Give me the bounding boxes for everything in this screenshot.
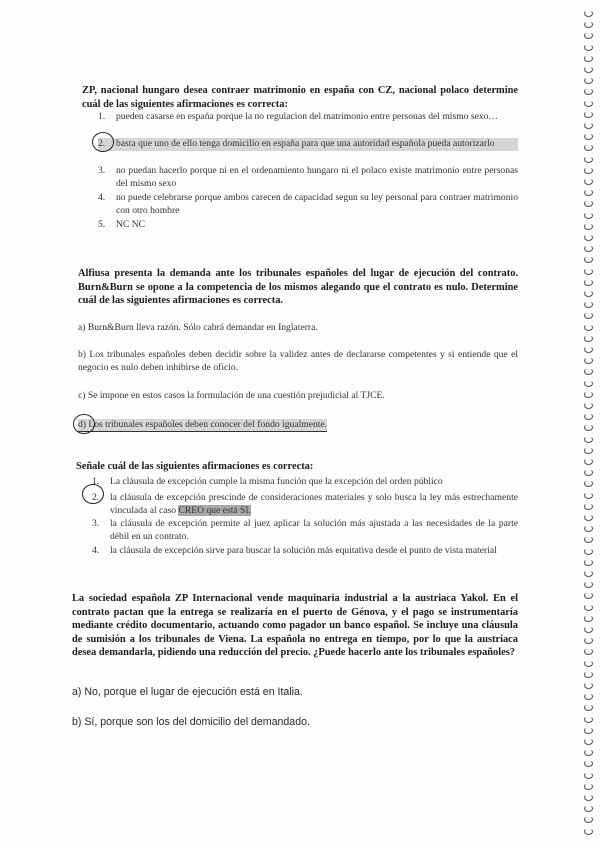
q1-option-text: no puedan hacerlo porque ni en el ordenamiento hungaro ni el polaco existe matrimonio entre personas del mismo sexo	[116, 165, 518, 189]
binding-ring	[584, 32, 593, 39]
binding-ring	[584, 189, 593, 196]
binding-ring	[584, 447, 593, 454]
binding-ring	[584, 559, 593, 566]
binding-ring	[584, 223, 593, 230]
binding-ring	[584, 200, 593, 207]
binding-ring	[584, 581, 593, 588]
binding-ring	[584, 256, 593, 263]
binding-ring	[584, 648, 593, 655]
answer-circle-mark	[82, 484, 104, 504]
q2-option-c: c) Se impone en estos casos la formulación de una cuestión prejudicial al TJCE.	[78, 390, 385, 401]
q1-option-text: no puede celebrarse porque ambos carecen de capacidad segun su ley personal para contraer matrimonio con otro hombre	[116, 192, 518, 216]
binding-ring	[584, 245, 593, 252]
q3-option-number: 3.	[92, 518, 100, 529]
q3-option-text: la cláusula de excepción sirve para buscar la solución más equitativa desde el punto de vista material	[110, 545, 497, 556]
q2-option-b: b) Los tribunales españoles deben decidir sobre la validez antes de declararse competentes y si entiende que el negocio es nulo deben inhibirse de oficio.	[78, 349, 518, 373]
q3-option-1	[92, 476, 518, 489]
q1-option-text: basta que uno de ello tenga domicilio en españa para que una autoridad española pueda autorizarlo	[98, 138, 518, 151]
binding-ring	[584, 88, 593, 95]
binding-ring	[584, 156, 593, 163]
binding-ring	[584, 178, 593, 185]
question-2: Alfiusa presenta la demanda ante los tribunales españoles del lugar de ejecución del contrato. Burn&Burn se opone a la competencia de los mismos alegando que el contrato es nulo. Determine cuál de las siguientes afirmaciones es correcta.	[78, 268, 518, 307]
binding-ring	[584, 301, 593, 308]
binding-ring	[584, 55, 593, 62]
binding-ring	[584, 637, 593, 644]
q4-option-a: a) No, porque el lugar de ejecución está en Italia.	[72, 686, 303, 698]
binding-ring	[584, 44, 593, 51]
binding-ring	[584, 693, 593, 700]
binding-ring	[584, 402, 593, 409]
binding-ring	[584, 77, 593, 84]
binding-ring	[584, 570, 593, 577]
binding-ring	[584, 167, 593, 174]
binding-ring	[584, 133, 593, 140]
binding-ring	[584, 592, 593, 599]
q3-option-number: 1.	[92, 476, 100, 487]
handwritten-note: CREO que está SI.	[178, 504, 251, 516]
binding-ring	[584, 413, 593, 420]
question-4: La sociedad española ZP Internacional vende maquinaria industrial a la austriaca Yakol. En el contrato pactan que la entrega se realizaría en el puerto de Génova, y el pago se instrumentaría mediante crédito documentario, actuando como pagador un banco español. Se incluye una cláusula de sumisión a los tribunales de Viena. La española no entrega en tiempo, por lo que la austriaca desea demandarla, pidiendo una reducción del precio. ¿Puede hacerlo ante los tribunales españoles?	[72, 593, 518, 659]
binding-ring	[584, 671, 593, 678]
q3-option-2	[92, 492, 518, 517]
q1-option-2	[98, 138, 518, 151]
binding-ring	[584, 794, 593, 801]
binding-ring	[584, 458, 593, 465]
binding-ring	[584, 21, 593, 28]
binding-ring	[584, 290, 593, 297]
binding-ring	[584, 100, 593, 107]
binding-ring	[584, 525, 593, 532]
q1-option-5	[98, 219, 518, 232]
binding-ring	[584, 436, 593, 443]
binding-ring	[584, 548, 593, 555]
binding-ring	[584, 357, 593, 364]
binding-ring	[584, 122, 593, 129]
binding-ring	[584, 682, 593, 689]
q1-option-text: NC NC	[116, 219, 146, 230]
binding-ring	[584, 480, 593, 487]
binding-ring	[584, 335, 593, 342]
binding-ring	[584, 111, 593, 118]
binding-ring	[584, 738, 593, 745]
q2-option-a: a) Burn&Burn lleva razón. Sólo cabrá demandar en Inglaterra.	[78, 322, 318, 333]
binding-ring	[584, 615, 593, 622]
binding-ring	[584, 536, 593, 543]
binding-ring	[584, 234, 593, 241]
q1-option-number: 2.	[98, 138, 106, 149]
q3-option-3	[92, 518, 518, 543]
q1-option-number: 5.	[98, 219, 106, 230]
binding-ring	[584, 346, 593, 353]
binding-ring	[584, 380, 593, 387]
q1-option-1	[98, 111, 518, 124]
binding-ring	[584, 772, 593, 779]
binding-ring	[584, 604, 593, 611]
q1-option-number: 1.	[98, 111, 106, 122]
binding-ring	[584, 424, 593, 431]
q2-option-d	[78, 419, 518, 432]
q3-option-text: la cláusula de excepción prescinde de consideraciones materiales y solo busca la ley más estrechamente vinculada al caso	[110, 492, 518, 516]
binding-ring	[584, 727, 593, 734]
binding-ring	[584, 660, 593, 667]
binding-ring	[584, 626, 593, 633]
q3-option-text: La cláusula de excepción cumple la misma función que la excepción del orden público	[110, 476, 443, 487]
binding-ring	[584, 10, 593, 17]
binding-ring	[584, 492, 593, 499]
binding-ring	[584, 749, 593, 756]
q2-option-d-text: d) Los tribunales españoles deben conocer del fondo igualmente.	[78, 419, 328, 430]
binding-ring	[584, 514, 593, 521]
q1-option-4	[98, 192, 518, 217]
answer-circle-mark	[73, 414, 95, 434]
binding-ring	[584, 469, 593, 476]
binding-rings	[582, 6, 596, 846]
binding-ring	[584, 144, 593, 151]
q1-option-number: 4.	[98, 192, 106, 203]
binding-ring	[584, 716, 593, 723]
binding-ring	[584, 828, 593, 835]
q3-option-text: la cláusula de excepción permite al juez aplicar la solución más ajustada a las necesidades de la parte débil en un contrato.	[110, 518, 518, 542]
binding-ring	[584, 391, 593, 398]
q1-option-text: pueden casarse en españa porque la no regulacion del matrimonio entre personas del mismo sexo…	[116, 111, 499, 122]
binding-ring	[584, 368, 593, 375]
q1-option-3	[98, 165, 518, 190]
binding-ring	[584, 324, 593, 331]
q3-option-number: 4.	[92, 545, 100, 556]
q1-option-number: 3.	[98, 165, 106, 176]
binding-ring	[584, 212, 593, 219]
binding-ring	[584, 66, 593, 73]
binding-ring	[584, 783, 593, 790]
binding-ring	[584, 704, 593, 711]
q3-option-number: 2.	[92, 492, 100, 503]
question-1: ZP, nacional hungaro desea contraer matrimonio en españa con CZ, nacional polaco determine cuál de las siguientes afirmaciones es correcta:	[82, 85, 518, 110]
q3-option-4	[92, 545, 518, 558]
q4-option-b: b) Sí, porque son los del domicilio del demandado.	[72, 716, 310, 728]
binding-ring	[584, 312, 593, 319]
binding-ring	[584, 816, 593, 823]
question-3: Señale cuál de las siguientes afirmaciones es correcta:	[76, 461, 314, 472]
binding-ring	[584, 805, 593, 812]
binding-ring	[584, 279, 593, 286]
binding-ring	[584, 268, 593, 275]
binding-ring	[584, 760, 593, 767]
binding-ring	[584, 503, 593, 510]
answer-circle-mark	[92, 132, 114, 152]
